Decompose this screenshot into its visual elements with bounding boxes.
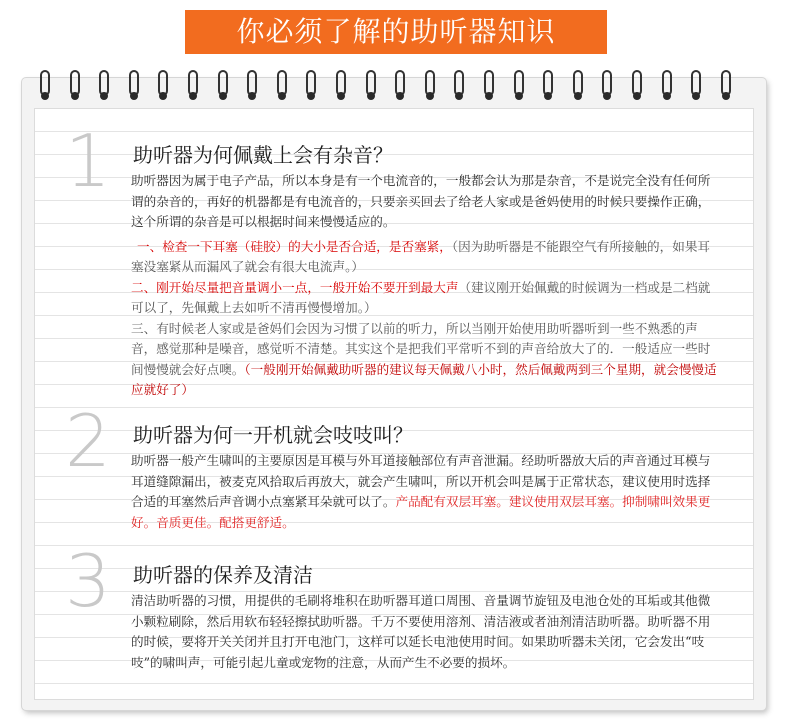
tip-1-note: （因为助听器是不能跟空气有所接触的，如果耳塞没塞紧从而漏风了就会有很大电流声。） — [131, 238, 711, 274]
section-body — [131, 591, 719, 673]
section-body — [131, 171, 719, 401]
section-heading: 助听器为何佩戴上会有杂音？ — [133, 143, 393, 167]
binding-hole — [219, 92, 227, 100]
section-heading: 助听器为何一开机就会吱吱叫？ — [133, 423, 413, 447]
tip-1-highlight: 一、检查一下耳塞（硅胶）的大小是否合适，是否塞紧， — [137, 238, 452, 254]
binding-hole — [574, 92, 582, 100]
section-paragraph — [131, 451, 719, 533]
binding-hole — [722, 92, 730, 100]
tip-3-note: 三、有时候老人家或是爸妈们会因为习惯了以前的听力，所以当刚开始使用助听器听到一些不熟悉的声音，感觉那种是噪音，感觉听不清楚。其实这个是把我们平常听不到的声音给放大了的．一般适应一些时间慢慢就会好点噢。 — [131, 320, 711, 377]
section-number: 3 — [65, 539, 111, 623]
binding-hole — [307, 92, 315, 100]
section-text: 助听器一般产生啸叫的主要原因是耳模与外耳道接触部位有声音泄漏。经助听器放大后的声音通过耳模与耳道缝隙漏出，被麦克风拾取后再放大，就会产生啸叫，所以开机会叫是属于正常状态，建议使用时选择合适的耳塞然后声音调小点塞紧耳朵就可以了。 — [131, 453, 711, 509]
section-body — [131, 451, 719, 533]
tip-3-highlight: （一般刚开始佩戴助听器的建议每天佩戴八小时，然后佩戴两到三个星期，就会慢慢适应就好了） — [131, 361, 717, 397]
intro-paragraph: 助听器因为属于电子产品，所以本身是有一个电流音的，一般都会认为那是杂音，不是说完全没有任何所谓的杂音的，再好的机器都是有电流音的，只要亲买回去了给老人家或是爸妈使用的时候只要操作正确，这个所谓的杂音是可以根据时间来慢慢适应的。 — [131, 173, 711, 229]
binding-hole — [603, 92, 611, 100]
binding-hole — [455, 92, 463, 100]
notebook-paper — [34, 108, 754, 700]
section-text-highlight: 产品配有双层耳塞。建议使用双层耳塞。抑制啸叫效果更好。音质更佳。配搭更舒适。 — [131, 494, 711, 530]
section-heading: 助听器的保养及清洁 — [133, 563, 313, 587]
section-number: 1 — [65, 119, 111, 203]
page-title-banner — [185, 10, 607, 54]
binding-hole — [485, 92, 493, 100]
binding-hole — [337, 92, 345, 100]
binding-hole — [278, 92, 286, 100]
binding-hole — [692, 92, 700, 100]
tip-3 — [131, 319, 719, 401]
binding-hole — [159, 92, 167, 100]
tip-1 — [131, 237, 719, 278]
binding-hole — [367, 92, 375, 100]
page-title: 你必须了解的助听器知识 — [236, 15, 556, 48]
binding-hole — [189, 92, 197, 100]
binding-hole — [426, 92, 434, 100]
section-paragraph: 清洁助听器的习惯，用提供的毛刷将堆积在助听器耳道口周围、音量调节旋钮及电池仓处的耳垢或其他微小颗粒刷除，然后用软布轻轻擦拭助听器。千万不要使用溶剂、清洁液或者油剂清洁助听器。助听器不用的时候，要将开关关闭并且打开电池门，这样可以延长电池使用时间。如果助听器未关闭，它会发出“吱吱”的啸叫声，可能引起儿童或宠物的注意，从而产生不必要的损坏。 — [131, 593, 711, 670]
binding-hole — [515, 92, 523, 100]
tip-2-note: （建议刚开始佩戴的时候调为一档或是二档就可以了，先佩戴上去如听不清再慢慢增加。） — [131, 279, 711, 315]
section-number: 2 — [65, 399, 111, 483]
binding-hole — [633, 92, 641, 100]
binding-hole — [71, 92, 79, 100]
binding-hole — [663, 92, 671, 100]
binding-hole — [396, 92, 404, 100]
binding-hole — [544, 92, 552, 100]
notebook — [22, 78, 766, 710]
binding-hole — [248, 92, 256, 100]
binding-hole — [41, 92, 49, 100]
binding-hole — [130, 92, 138, 100]
tip-2 — [131, 278, 719, 319]
tip-2-highlight: 二、刚开始尽量把音量调小一点，一般开始不要开到最大声 — [131, 279, 459, 295]
binding-hole — [100, 92, 108, 100]
